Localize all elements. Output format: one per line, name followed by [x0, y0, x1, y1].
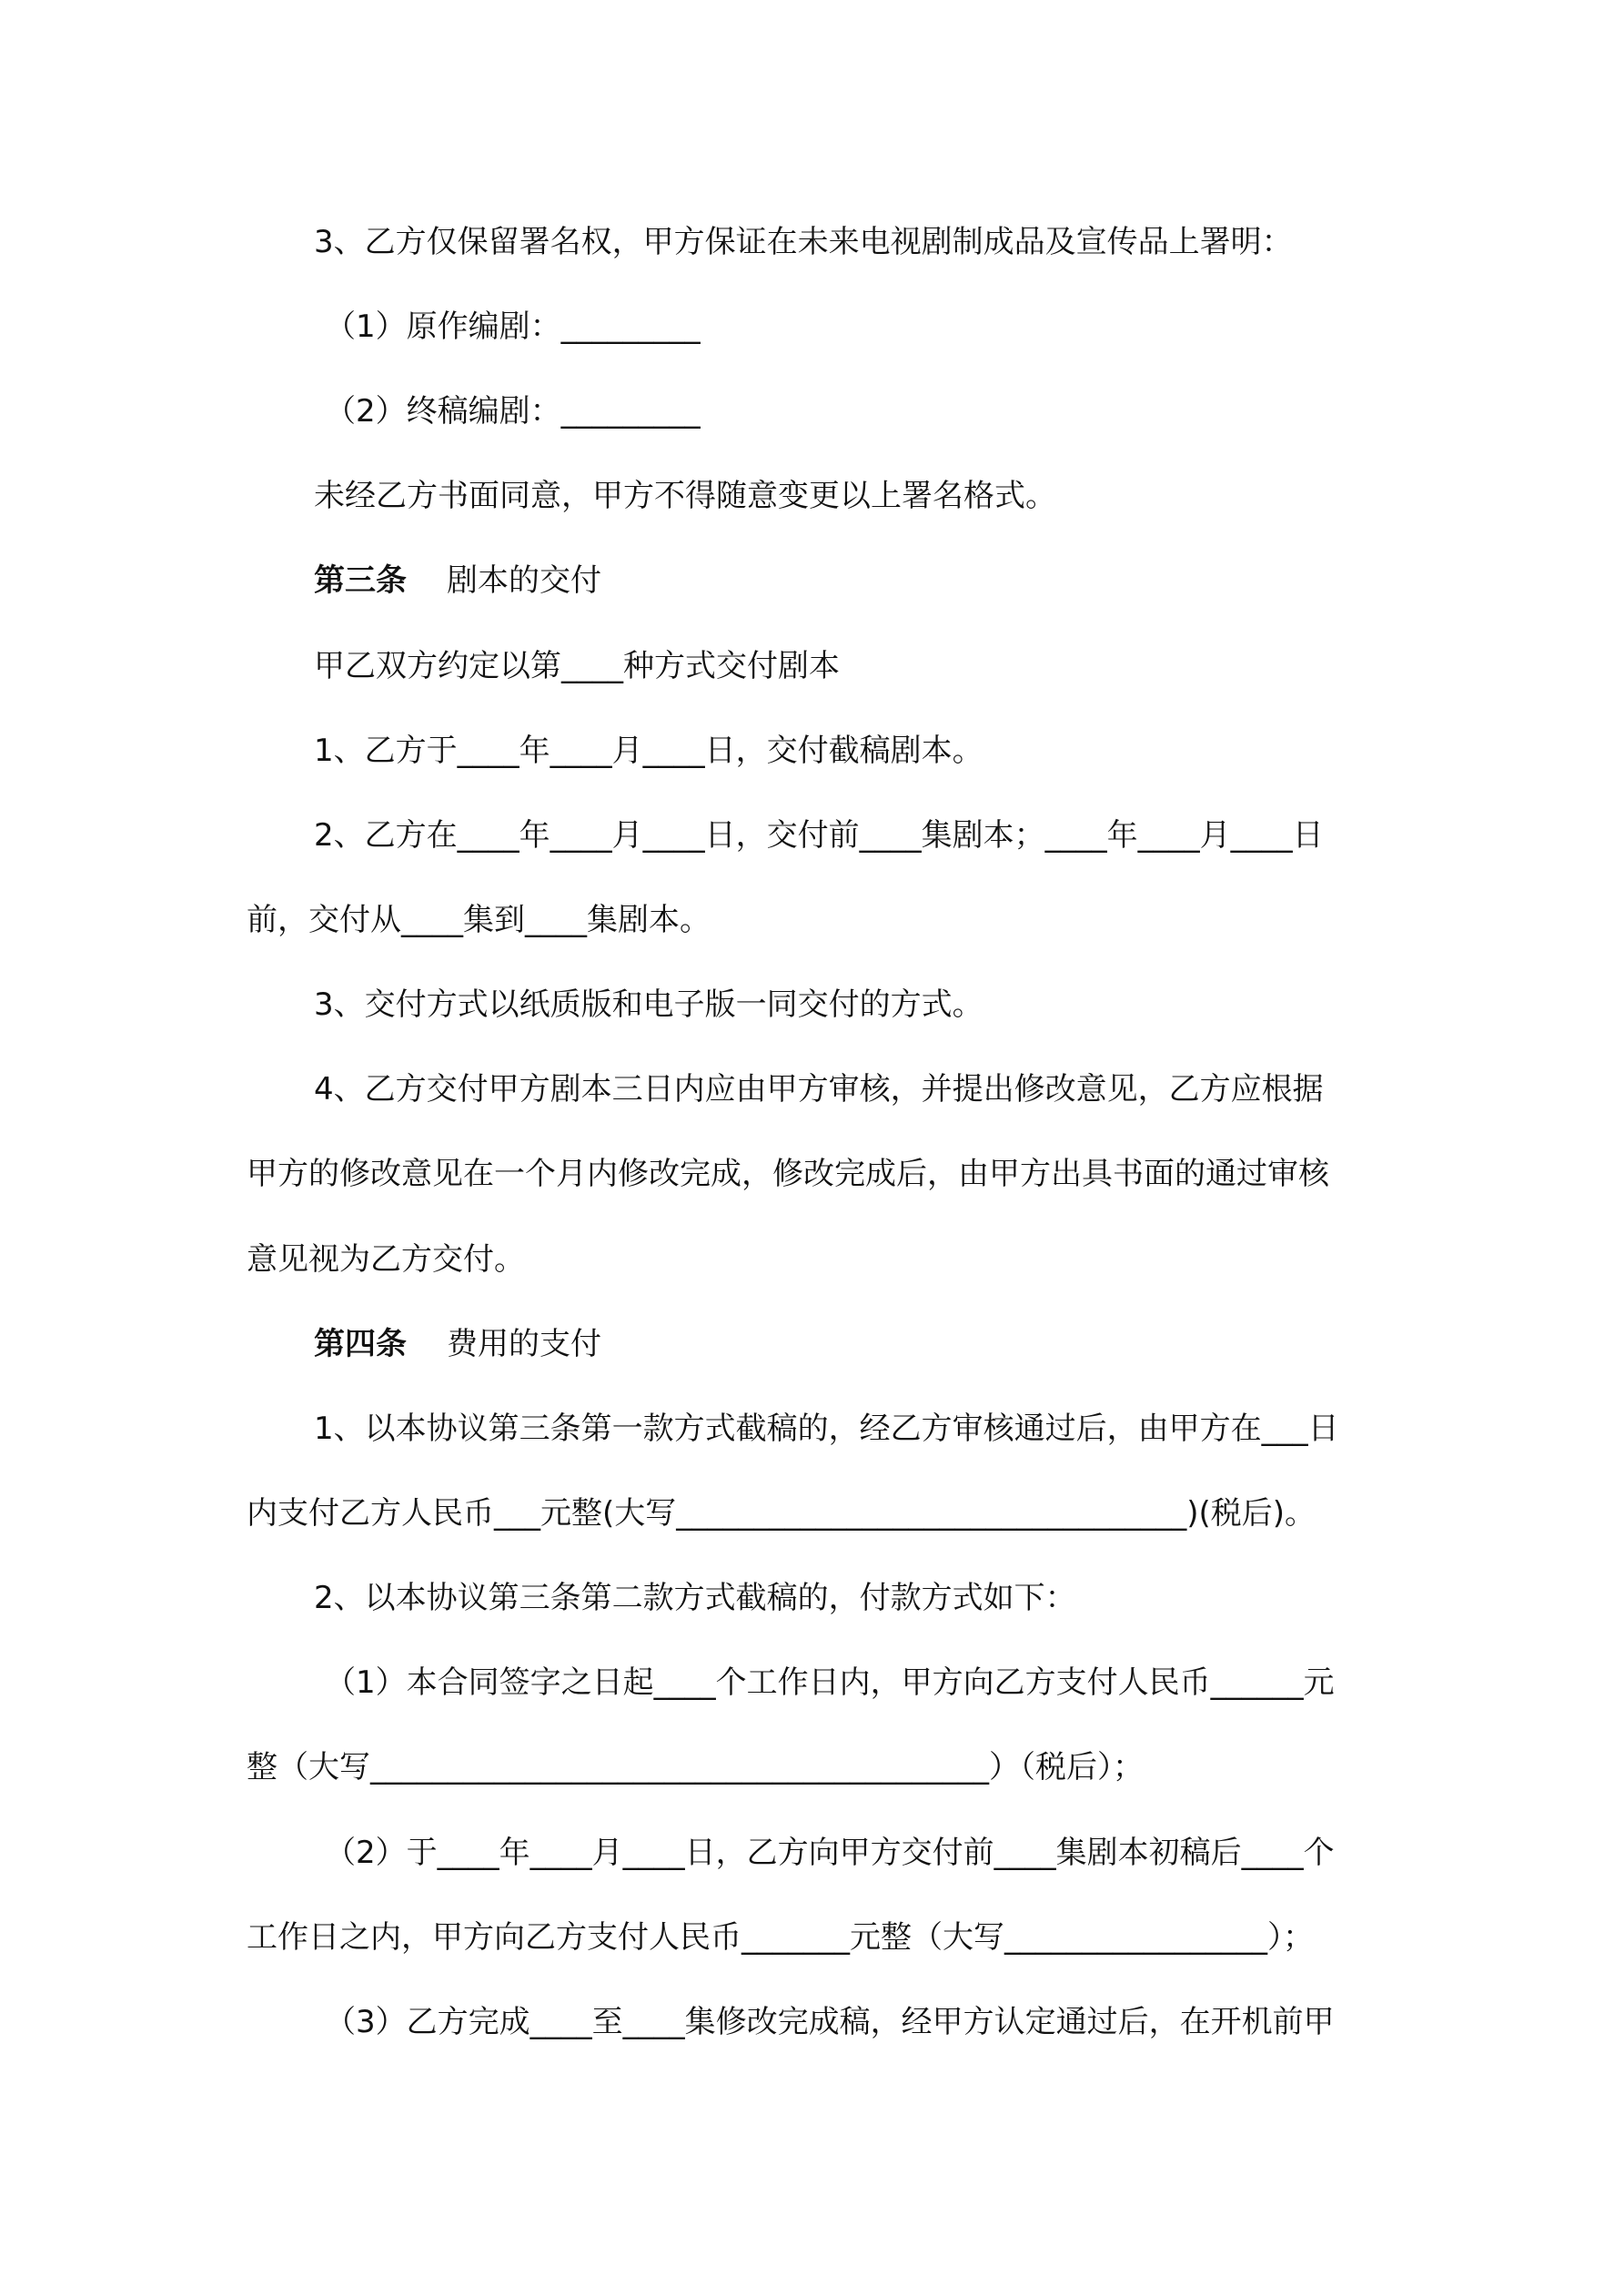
- article-3-number: 第三条: [314, 562, 407, 599]
- payment-item-2: （2）于____年____月____日，乙方向甲方交付前____集剧本初稿后____个: [325, 1835, 1335, 1871]
- article-3-title: 剧本的交付: [447, 562, 601, 599]
- delivery-clause-2-cont: 前，交付从____集到____集剧本。: [247, 902, 711, 938]
- delivery-clause-4-cont-1: 甲方的修改意见在一个月内修改完成，修改完成后，由甲方出具书面的通过审核: [247, 1156, 1329, 1192]
- delivery-clause-4: 4、乙方交付甲方剧本三日内应由甲方审核，并提出修改意见，乙方应根据: [314, 1071, 1324, 1108]
- payment-item-2-cont: 工作日之内，甲方向乙方支付人民币_______元整（大写_________________）；: [247, 1919, 1314, 1956]
- delivery-method-line: 甲乙双方约定以第____种方式交付剧本: [314, 648, 840, 684]
- article-4-title: 费用的支付: [447, 1326, 601, 1362]
- original-writer-line: （1）原作编剧：_________: [325, 308, 701, 345]
- article-3-heading: [314, 562, 601, 599]
- delivery-clause-3: 3、交付方式以纸质版和电子版一同交付的方式。: [314, 986, 983, 1023]
- payment-clause-1-cont: 内支付乙方人民币___元整(大写_________________________________)(税后)。: [247, 1495, 1316, 1532]
- signature-format-note: 未经乙方书面同意，甲方不得随意变更以上署名格式。: [314, 478, 1056, 514]
- article-4-heading: [314, 1326, 601, 1362]
- delivery-clause-4-cont-2: 意见视为乙方交付。: [247, 1241, 525, 1278]
- payment-clause-1: 1、以本协议第三条第一款方式截稿的，经乙方审核通过后，由甲方在___日: [314, 1411, 1339, 1447]
- clause-3-signature-right: 3、乙方仅保留署名权，甲方保证在未来电视剧制成品及宣传品上署明：: [314, 224, 1293, 260]
- final-writer-line: （2）终稿编剧：_________: [325, 393, 701, 430]
- delivery-clause-1: 1、乙方于____年____月____日，交付截稿剧本。: [314, 733, 983, 769]
- payment-item-1: （1）本合同签字之日起____个工作日内，甲方向乙方支付人民币______元: [325, 1664, 1335, 1701]
- payment-item-1-cont: 整（大写________________________________________）（税后）；: [247, 1749, 1144, 1785]
- article-4-number: 第四条: [314, 1326, 407, 1362]
- payment-item-3: （3）乙方完成____至____集修改完成稿，经甲方认定通过后，在开机前甲: [325, 2004, 1335, 2040]
- delivery-clause-2: 2、乙方在____年____月____日，交付前____集剧本；____年____月____日: [314, 817, 1324, 854]
- payment-clause-2: 2、以本协议第三条第二款方式截稿的，付款方式如下：: [314, 1580, 1076, 1616]
